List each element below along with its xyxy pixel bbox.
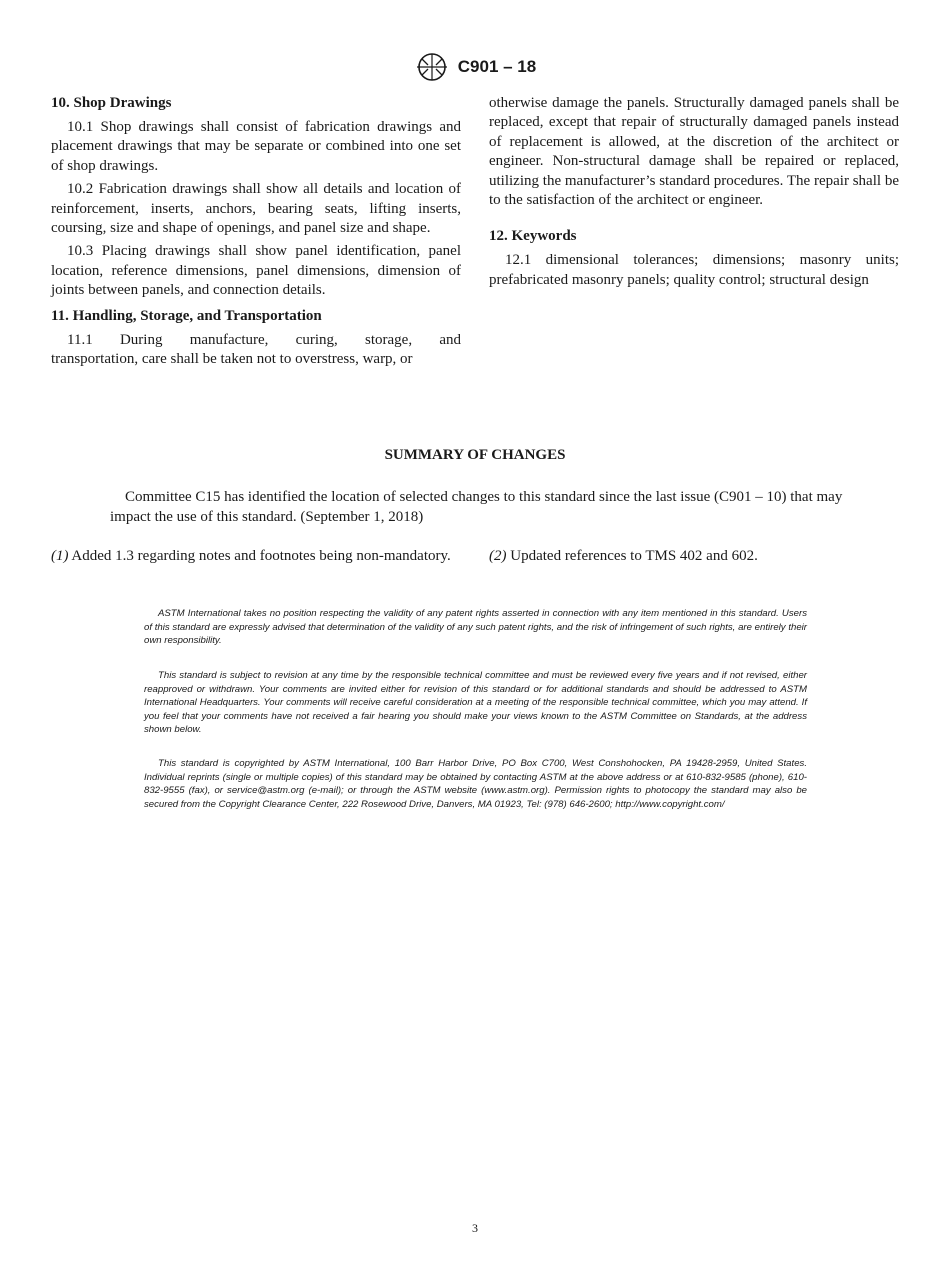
paragraph-11-1-continued: otherwise damage the panels. Structurally damaged panels shall be replaced, except that repair of structurally damaged panels instead of replacement is allowed, at the discretion of the architect or engineer. Non-structural damage shall be repaired or replaced, utilizing the manufacturer’s standard procedures. The repair shall be to the satisfaction of the architect or engineer. <box>489 95 899 209</box>
left-column <box>51 94 461 373</box>
page-number: 3 <box>472 1221 478 1235</box>
paragraph-11-1-first-line: 11.1 During manufacture, curing, storage, and <box>67 331 461 348</box>
document-designation: C901 – 18 <box>457 57 537 76</box>
change-item-2 <box>489 547 899 567</box>
patent-notice: ASTM International takes no position respecting the validity of any patent rights asserted in connection with any item mentioned in this standard. Users of this standard are expressly advised that determination of the validity of any such patent rights, and the risk of infringement of such rights, are entirely their own responsibility. <box>144 608 807 646</box>
change-item-1 <box>51 547 461 567</box>
section-11-heading: 11. Handling, Storage, and Transportation <box>51 307 322 324</box>
paragraph-10-2: 10.2 Fabrication drawings shall show all details and location of reinforcement, inserts, anchors, bearing seats, lifting inserts, coursing, size and shape of openings, and panel size and shape. <box>51 181 461 237</box>
paragraph-11-1-rest: transportation, care shall be taken not to overstress, warp, or <box>51 351 413 368</box>
paragraph-10-1: 10.1 Shop drawings shall consist of fabrication drawings and placement drawings that may be separate or combined into one set of shop drawings. <box>51 119 461 174</box>
revision-notice: This standard is subject to revision at any time by the responsible technical committee and must be reviewed every five years and if not revised, either reapproved or withdrawn. Your comments are invited either for revision of this standard or for additional standards and should be addressed to ASTM International Headquarters. Your comments will receive careful consideration at a meeting of the responsible technical committee, which you may attend. If you feel that your comments have not received a fair hearing you should make your views known to the ASTM Committee on Standards, at the address shown below. <box>144 670 807 735</box>
paragraph-10-3: 10.3 Placing drawings shall show panel identification, panel location, reference dimensions, panel dimensions, dimension of joints between panels, and connection details. <box>51 243 461 299</box>
change-2-number: (2) <box>489 548 507 564</box>
page-header <box>0 52 950 82</box>
summary-of-changes-title: SUMMARY OF CHANGES <box>384 447 566 463</box>
summary-intro: Committee C15 has identified the location of selected changes to this standard since the last issue (C901 – 10) that may impact the use of this standard. (September 1, 2018) <box>110 489 843 525</box>
change-1-number: (1) <box>51 548 69 564</box>
section-10-heading: 10. Shop Drawings <box>51 95 172 111</box>
astm-logo-icon <box>414 52 450 82</box>
change-2-text: Updated references to TMS 402 and 602. <box>506 548 758 564</box>
copyright-notice: This standard is copyrighted by ASTM International, 100 Barr Harbor Drive, PO Box C700, West Conshohocken, PA 19428-2959, United States. Individual reprints (single or multiple copies) of this standard may be obtained by contacting ASTM at the above address or at 610-832-9585 (phone), 610-832-9555 (fax), or service@astm.org (e-mail); or through the ASTM website (www.astm.org). Permission rights to photocopy the standard may also be secured from the Copyright Clearance Center, 222 Rosewood Drive, Danvers, MA 01923, Tel: (978) 646-2600; http://www.copyright.com/ <box>144 758 807 810</box>
right-column <box>489 94 899 294</box>
section-12-heading: 12. Keywords <box>489 228 577 245</box>
change-1-text: Added 1.3 regarding notes and footnotes being non-mandatory. <box>68 548 451 564</box>
paragraph-12-1: 12.1 dimensional tolerances; dimensions; masonry units; prefabricated masonry panels; quality control; structural design <box>489 252 899 288</box>
